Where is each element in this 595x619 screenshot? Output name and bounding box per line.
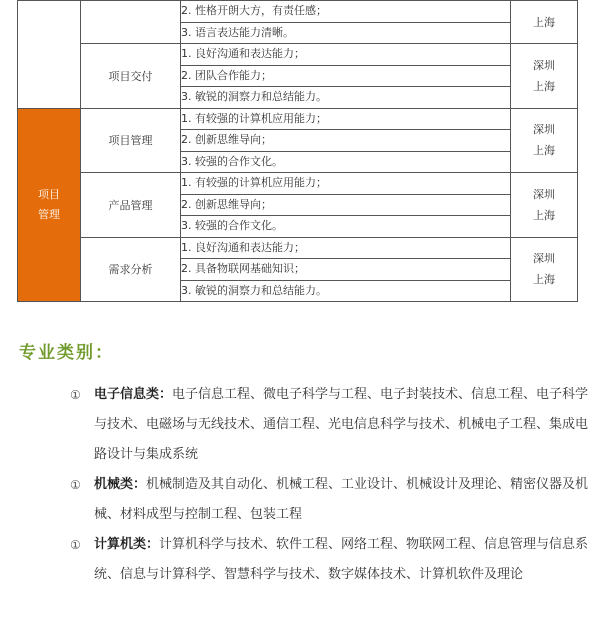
bullet-marker: ① <box>70 538 81 552</box>
requirement-cell: 1. 良好沟通和表达能力； <box>181 237 511 259</box>
location-text: 上海 <box>533 144 555 158</box>
requirement-cell: 2. 创新思维导向； <box>181 194 511 216</box>
location-text: 上海 <box>533 79 555 93</box>
role-cell: 项目交付 <box>81 44 181 109</box>
bullet-marker: ① <box>70 478 81 492</box>
majors-list <box>70 380 590 590</box>
requirement-cell: 2. 团队合作能力； <box>181 65 511 87</box>
bullet-marker: ① <box>70 388 81 402</box>
location-cell <box>511 1 578 44</box>
role-cell: 需求分析 <box>81 237 181 302</box>
role-cell: 产品管理 <box>81 173 181 238</box>
location-cell <box>511 237 578 302</box>
category-text: 管理 <box>38 207 60 221</box>
role-cell: 项目管理 <box>81 108 181 173</box>
requirement-cell: 1. 有较强的计算机应用能力； <box>181 173 511 195</box>
table-row <box>18 1 578 23</box>
location-text: 深圳 <box>533 58 555 72</box>
major-category-name: 机械类： <box>94 477 147 492</box>
requirement-cell: 3. 敏锐的洞察力和总结能力。 <box>181 280 511 302</box>
list-item <box>70 380 590 470</box>
location-text: 上海 <box>533 208 555 222</box>
requirement-cell: 3. 语言表达能力清晰。 <box>181 22 511 44</box>
table-row <box>18 108 578 130</box>
table-row <box>18 44 578 66</box>
location-text: 深圳 <box>533 252 555 266</box>
job-requirements-table <box>17 0 578 302</box>
major-category-text: 电子信息工程、微电子科学与工程、电子封装技术、信息工程、电子科学与技术、电磁场与无线技术、通信工程、光电信息科学与技术、机械电子工程、集成电路设计与集成系统 <box>94 387 589 462</box>
requirement-cell: 2. 创新思维导向； <box>181 130 511 152</box>
section-title: 专业类别： <box>19 343 114 363</box>
category-cell <box>18 1 81 109</box>
requirement-cell: 3. 较强的合作文化。 <box>181 216 511 238</box>
requirement-cell: 1. 良好沟通和表达能力； <box>181 44 511 66</box>
list-item <box>70 530 590 590</box>
job-requirements-table-wrapper <box>17 0 577 302</box>
requirement-cell: 3. 敏锐的洞察力和总结能力。 <box>181 87 511 109</box>
table-row <box>18 237 578 259</box>
requirement-cell: 3. 较强的合作文化。 <box>181 151 511 173</box>
table-row <box>18 173 578 195</box>
category-cell-highlight <box>18 108 81 302</box>
requirement-cell: 1. 有较强的计算机应用能力； <box>181 108 511 130</box>
requirement-cell: 2. 性格开朗大方，有责任感； <box>181 1 511 23</box>
category-text: 项目 <box>38 187 60 201</box>
requirement-cell: 2. 具备物联网基础知识； <box>181 259 511 281</box>
location-text: 上海 <box>533 15 555 29</box>
location-cell <box>511 173 578 238</box>
list-item <box>70 470 590 530</box>
major-category-name: 计算机类： <box>94 537 160 552</box>
location-text: 深圳 <box>533 187 555 201</box>
major-category-name: 电子信息类： <box>94 387 173 402</box>
location-text: 深圳 <box>533 123 555 137</box>
location-cell <box>511 44 578 109</box>
major-category-text: 计算机科学与技术、软件工程、网络工程、物联网工程、信息管理与信息系统、信息与计算科学、智慧科学与技术、数字媒体技术、计算机软件及理论 <box>94 537 589 582</box>
role-cell <box>81 1 181 44</box>
major-category-text: 机械制造及其自动化、机械工程、工业设计、机械设计及理论、精密仪器及机械、材料成型与控制工程、包装工程 <box>94 477 589 522</box>
location-text: 上海 <box>533 273 555 287</box>
location-cell <box>511 108 578 173</box>
